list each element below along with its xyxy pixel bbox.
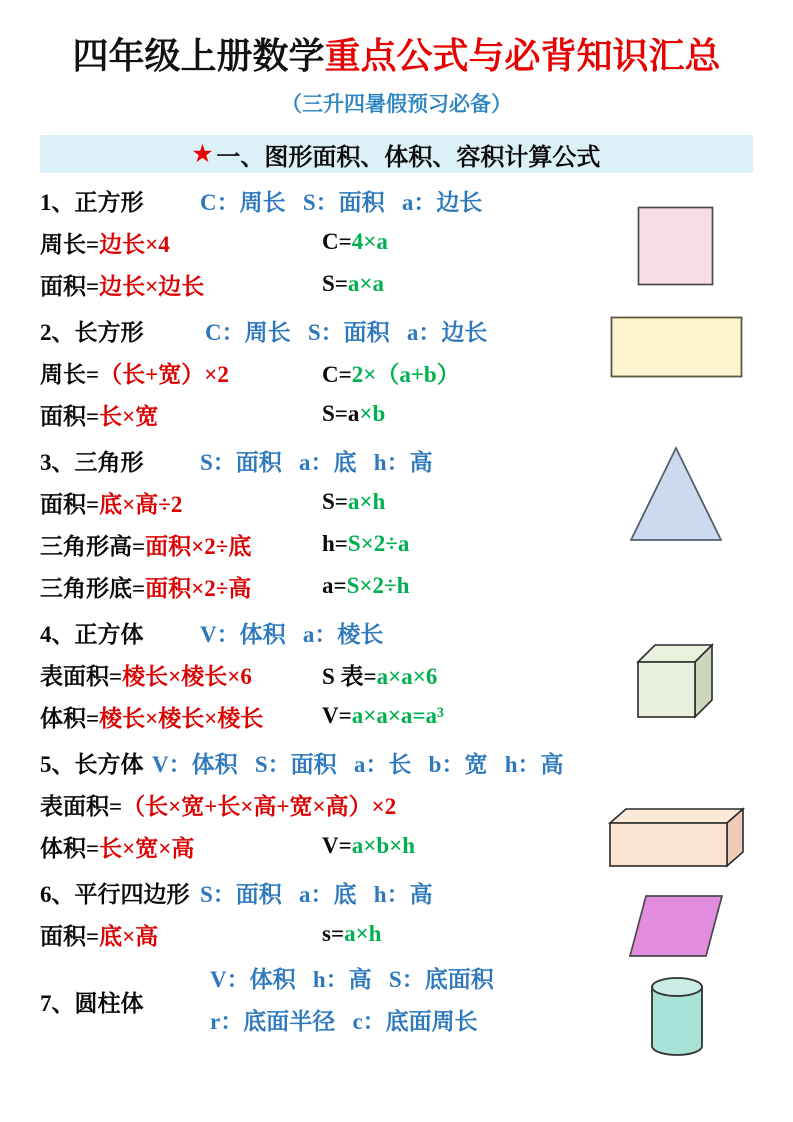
formula-right-label: V= (322, 833, 352, 858)
page-title-red: 重点公式与必背知识汇总 (324, 36, 721, 76)
formula-right-label: h= (322, 531, 348, 556)
section-legend: C：周长 S：面积 a：边长 (200, 189, 483, 215)
formula-right-value: a×a×6 (376, 663, 438, 689)
section-name: 3、三角形 (40, 449, 144, 475)
triangle-shape-image (624, 443, 728, 543)
section-name: 6、平行四边形 (40, 881, 190, 907)
formula-row (40, 393, 793, 435)
formula-right-label: C= (322, 229, 352, 254)
section-legend: V：体积 S：面积 a：长 b：宽 h：高 (152, 751, 564, 777)
cylinder-shape-image (648, 973, 706, 1059)
section-banner-text: 一、图形面积、体积、容积计算公式 (216, 144, 601, 171)
section-name: 5、长方体 (40, 751, 144, 777)
formula-right-value: a×b×h (351, 833, 416, 858)
section-name: 7、圆柱体 (40, 990, 144, 1016)
formula-right-label: V= (322, 703, 352, 728)
formula-left-label: 周长= (40, 361, 100, 387)
formula-left-label: 周长= (40, 231, 100, 257)
section-header-row (40, 741, 793, 783)
section-banner (40, 135, 753, 173)
formula-left-value: 边长×4 (99, 231, 170, 257)
page-title-black: 四年级上册数学 (72, 36, 325, 76)
formula-right-label: S= (322, 271, 348, 296)
formula-left-value: （长+宽）×2 (99, 361, 229, 387)
section-legend-line1: V：体积 h：高 S：底面积 (210, 967, 494, 992)
section-name: 2、长方形 (40, 319, 144, 345)
formula-right-value: S×2÷a (347, 531, 410, 556)
formula-left-value: 棱长×棱长×棱长 (99, 705, 264, 731)
formula-right-value: 2×（a+b） (351, 361, 460, 387)
formula-left-label: 体积= (40, 705, 100, 731)
page-subtitle: （三升四暑假预习必备） (281, 92, 512, 116)
formula-left-value: （长×宽+长×高+宽×高）×2 (122, 793, 397, 819)
formula-left-value: 长×宽×高 (99, 835, 195, 861)
formula-right-value: a×a×a=a³ (351, 703, 444, 728)
formula-left-value: 边长×边长 (99, 273, 205, 299)
formula-left-label: 面积= (40, 403, 100, 429)
formula-left-value: 面积×2÷高 (145, 575, 252, 601)
formula-row (40, 565, 793, 607)
formula-right-label: a= (322, 573, 347, 598)
section-legend: V：体积 a：棱长 (200, 621, 384, 647)
cube-shape-image (633, 636, 729, 732)
section-name: 1、正方形 (40, 189, 144, 215)
formula-left-label: 体积= (40, 835, 100, 861)
formula-left-label: 面积= (40, 923, 100, 949)
square-shape-image (637, 206, 715, 287)
formula-left-label: 面积= (40, 491, 100, 517)
section-legend: S：面积 a：底 h：高 (200, 881, 433, 907)
formula-left-label: 面积= (40, 273, 100, 299)
section-legend: S：面积 a：底 h：高 (200, 449, 433, 475)
formula-left-value: 长×宽 (99, 403, 159, 429)
formula-right-value: 4×a (351, 229, 388, 254)
formula-right-label: S=a (322, 401, 360, 426)
formula-left-label: 三角形底= (40, 575, 146, 601)
formula-right-value: a×h (347, 489, 386, 514)
formula-right-value: a×a (347, 271, 385, 296)
formula-right-value: a×h (344, 921, 382, 946)
cylinder-legend-block (210, 959, 494, 1043)
section-legend-line2: r：底面半径 c：底面周长 (210, 1009, 478, 1034)
parallelogram-shape-image (626, 891, 728, 961)
star-icon: ★ (192, 141, 213, 166)
page-title (0, 0, 793, 79)
section-name: 4、正方体 (40, 621, 144, 647)
formula-right-label: C= (322, 361, 352, 387)
cuboid-shape-image (604, 801, 746, 869)
formula-left-label: 表面积= (40, 793, 123, 819)
formula-right-value: S×2÷h (346, 573, 410, 598)
formula-right-label: s= (322, 921, 345, 946)
section-legend: C：周长 S：面积 a：边长 (205, 319, 488, 345)
formula-left-value: 底×高 (99, 923, 159, 949)
formula-left-value: 底×高÷2 (99, 491, 183, 517)
formula-left-label: 三角形高= (40, 533, 146, 559)
rectangle-shape-image (610, 316, 743, 379)
formula-right-label: S 表= (322, 663, 377, 689)
formula-left-value: 面积×2÷底 (145, 533, 252, 559)
formula-right-value: ×b (359, 401, 386, 426)
formula-left-label: 表面积= (40, 663, 123, 689)
formula-left-value: 棱长×棱长×6 (122, 663, 252, 689)
formula-right-label: S= (322, 489, 348, 514)
